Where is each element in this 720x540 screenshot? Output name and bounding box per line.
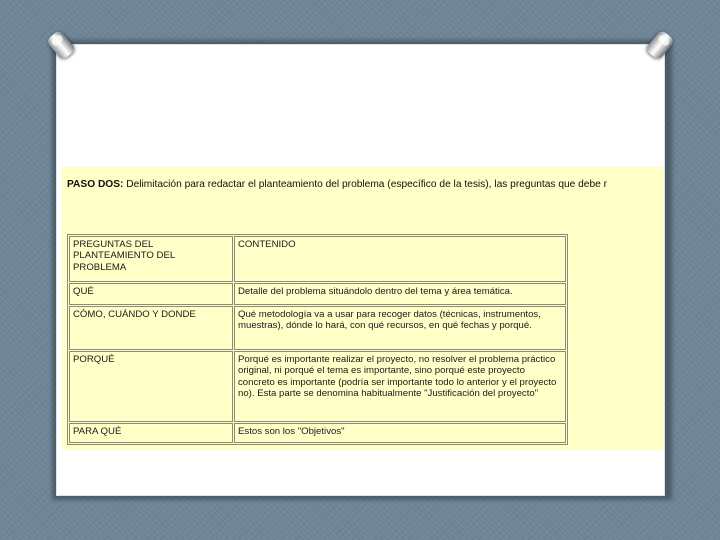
row-content: Qué metodología va a usar para recoger datos (técnicas, instrumentos, muestras), dónde lo hará, con qué recursos, en qué fechas y porqué.: [234, 306, 566, 350]
table-row: [69, 423, 566, 443]
row-content: Estos son los "Objetivos": [234, 423, 566, 443]
row-question: CÓMO, CUÁNDO Y DONDE: [69, 306, 233, 350]
row-question: PARA QUÉ: [69, 423, 233, 443]
table-row: [69, 351, 566, 422]
table-row: [69, 283, 566, 305]
row-content: Detalle del problema situándolo dentro del tema y área temática.: [234, 283, 566, 305]
header-content: CONTENIDO: [234, 236, 566, 282]
questions-table: [67, 234, 568, 445]
document-heading: [67, 179, 664, 190]
table-header-row: [69, 236, 566, 282]
table-row: [69, 306, 566, 350]
heading-bold: PASO DOS:: [67, 179, 124, 190]
heading-text: Delimitación para redactar el planteamiento del problema (específico de la tesis), las preguntas que debe r: [123, 179, 608, 190]
header-questions: PREGUNTAS DEL PLANTEAMIENTO DEL PROBLEMA: [69, 236, 233, 282]
row-question: PORQUÉ: [69, 351, 233, 422]
document-image: [62, 167, 664, 450]
row-question: QUÉ: [69, 283, 233, 305]
row-content: Porqué es importante realizar el proyecto, no resolver el problema práctico original, ni porqué el tema es importante, sino porqué este proyecto concreto es importante (podría ser importante todo lo anterior y el proyecto no). Esta parte se denomina habitualmente "Justificación del proyecto": [234, 351, 566, 422]
